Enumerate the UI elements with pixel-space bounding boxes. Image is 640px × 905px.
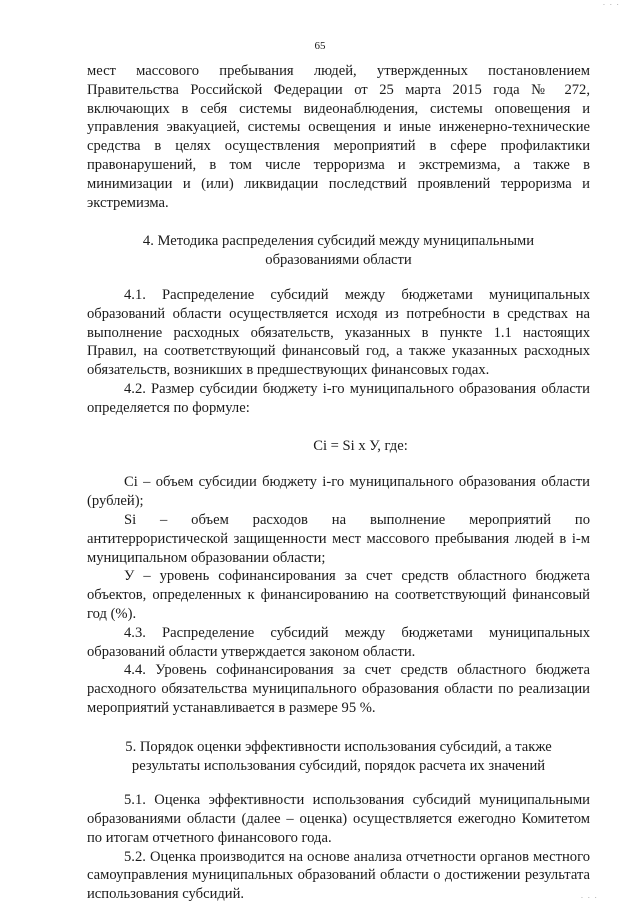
subsidy-formula: Ci = Si х У, где:: [313, 437, 408, 454]
clause-4-2: 4.2. Размер субсидии бюджету i-го муниципального образования области определяется по формуле:: [87, 380, 590, 416]
clause-4-4: 4.4. Уровень софинансирования за счет средств областного бюджета расходного обязательства муниципального образования области по реализации мероприятий устанавливается в размере 95 %.: [87, 662, 590, 716]
section-4-heading-line-1: 4. Методика распределения субсидий между муниципальными: [142, 233, 535, 250]
clause-5-1: 5.1. Оценка эффективности использования субсидий муниципальными образованиями области (далее – оценка) осуществляется ежегодно Комитетом по итогам отчетного финансового года.: [87, 792, 590, 846]
clause-4-3: 4.3. Распределение субсидий между бюджетами муниципальных образований области утверждается законом области.: [87, 624, 590, 660]
definition-ci: Ci – объем субсидии бюджету i-го муниципального образования области (рублей);: [87, 474, 590, 510]
definition-si: Si – объем расходов на выполнение мероприятий по антитеррористической защищенности мест массового пребывания людей в i-м муниципальном образовании области;: [87, 511, 590, 566]
document-body: [87, 62, 590, 904]
section-4-heading-line-2: образованиями области: [265, 252, 412, 269]
section-5-heading-line-1: 5. Порядок оценки эффективности использования субсидий, а также: [125, 738, 552, 755]
page-number: 65: [314, 40, 326, 52]
corner-scan-mark: · · ·: [602, 0, 620, 9]
section-5-heading-line-2: результаты использования субсидий, порядок расчета их значений: [131, 757, 546, 774]
clause-4-1: 4.1. Распределение субсидий между бюджетами муниципальных образований области осуществляется исходя из потребности в средствах на выполнение расходных обязательств, указанных в пункте 1.1 настоящих Правил, на соответствующий финансовый год, а также указанных расходных обязательств, возникших в предшествующих финансовых годах.: [87, 286, 590, 379]
corner-scan-mark-bottom: · · ·: [580, 893, 598, 902]
definition-u: У – уровень софинансирования за счет средств областного бюджета объектов, определенных к финансированию на соответствующий финансовый год (%).: [87, 568, 590, 622]
clause-5-2: 5.2. Оценка производится на основе анализа отчетности органов местного самоуправления муниципальных образований области о достижении результата использования субсидий.: [87, 848, 590, 903]
paragraph-continuation: мест массового пребывания людей, утвержденных постановлением Правительства Российской Федерации от 25 марта 2015 года № 272, включающих в себя системы видеонаблюдения, системы оповещения и управления эвакуацией, системы освещения и иные инженерно-технические средства в целях осуществления мероприятий в сфере профилактики правонарушений, в том числе терроризма и экстремизма, а также в минимизации и (или) ликвидации последствий проявлений терроризма и экстремизма.: [87, 63, 590, 211]
